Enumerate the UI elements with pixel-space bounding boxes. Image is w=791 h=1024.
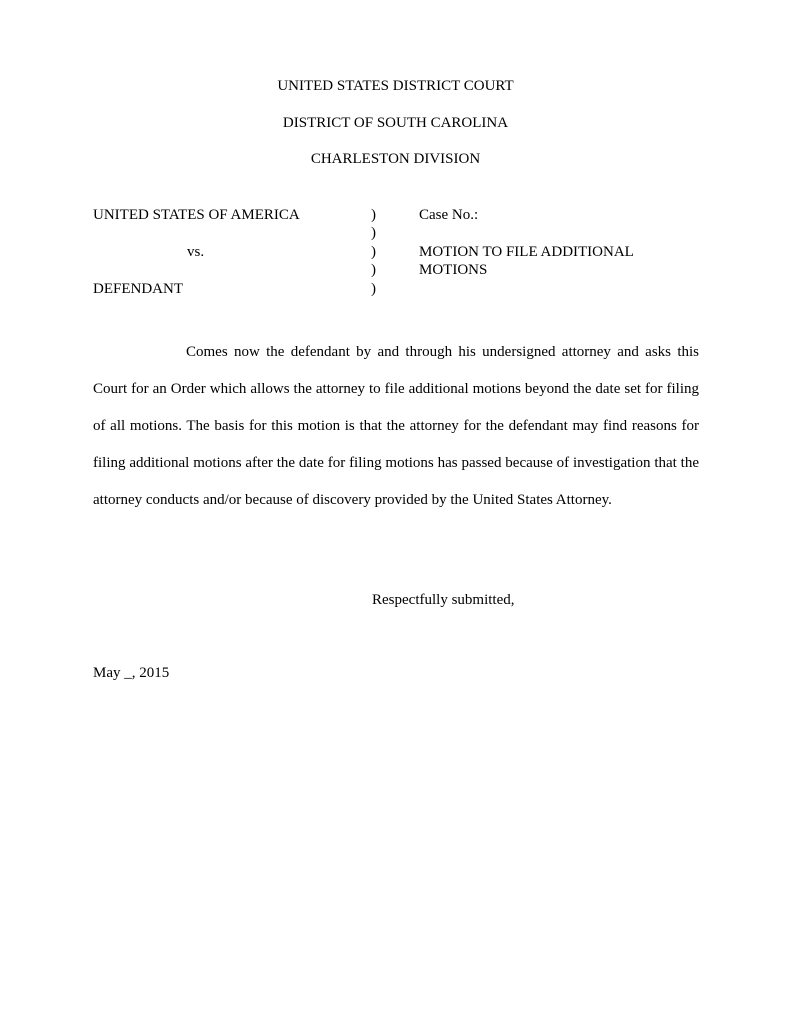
motion-body-text: Comes now the defendant by and through his undersigned attorney and asks this Court for an Order which allows the attorney to file additional motions beyond the date set for filing of all motions. The basis for this motion is that the attorney for the defendant may find reasons for filing additional motions after the date for filing motions has passed because of investigation that the attorney conducts and/or because of discovery provided by the United States Attorney.: [93, 344, 699, 508]
case-number-label: Case No.:: [419, 207, 479, 223]
caption-separator: ): [371, 281, 376, 297]
signoff-text: Respectfully submitted,: [372, 592, 515, 608]
plaintiff-name: UNITED STATES OF AMERICA: [93, 207, 300, 223]
court-name: UNITED STATES DISTRICT COURT: [277, 78, 514, 94]
caption-separator: ): [371, 262, 376, 278]
motion-title-line-1: MOTION TO FILE ADDITIONAL: [419, 244, 634, 260]
division-name: CHARLESTON DIVISION: [310, 151, 481, 167]
caption-separator: ): [371, 207, 376, 223]
caption-separator: ): [371, 225, 376, 241]
motion-body-paragraph: [93, 334, 699, 519]
motion-title-line-2: MOTIONS: [419, 262, 488, 278]
district-name: DISTRICT OF SOUTH CAROLINA: [282, 115, 509, 131]
caption-separator: ): [371, 244, 376, 260]
defendant-name: DEFENDANT: [93, 281, 183, 297]
filing-date: May _, 2015: [93, 665, 170, 681]
versus-label: vs.: [187, 244, 205, 260]
